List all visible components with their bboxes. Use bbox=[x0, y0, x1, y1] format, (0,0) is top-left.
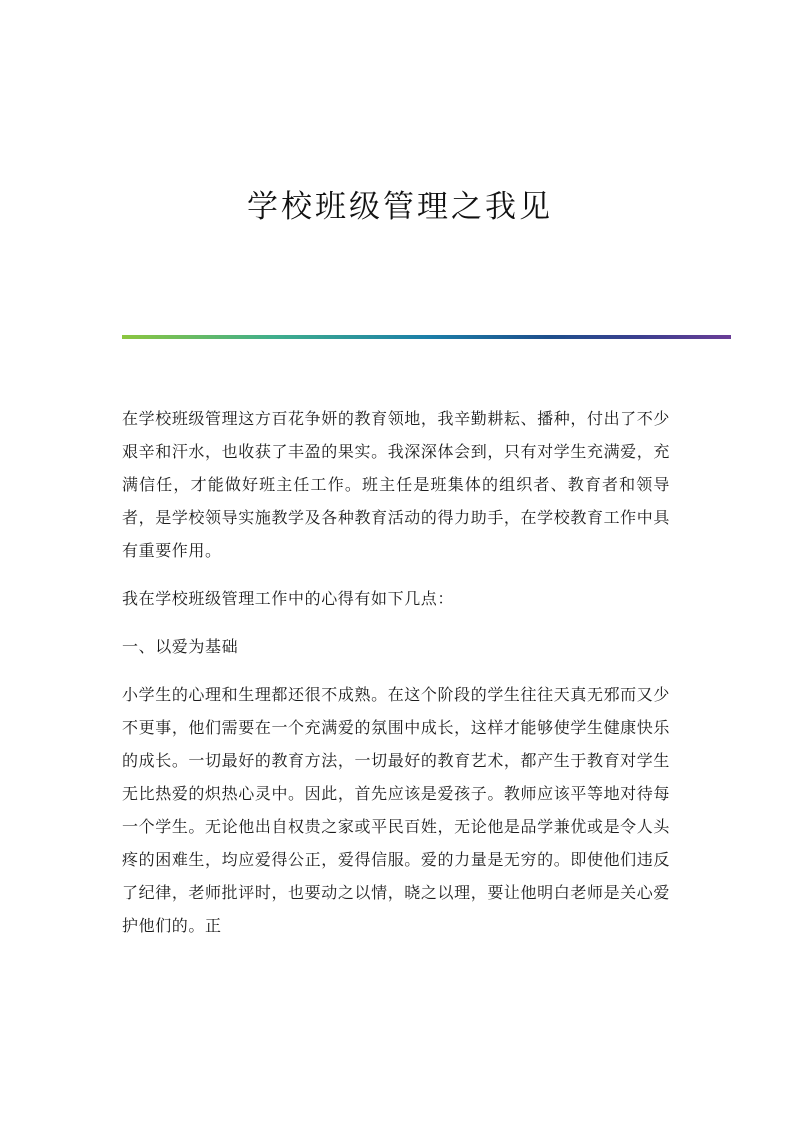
section-heading: 一、以爱为基础 bbox=[122, 637, 239, 656]
paragraph-summary: 我在学校班级管理工作中的心得有如下几点： bbox=[122, 589, 455, 608]
gradient-divider bbox=[122, 335, 731, 339]
document-body bbox=[122, 402, 670, 957]
paragraph-intro: 在学校班级管理这方百花争妍的教育领地，我辛勤耕耘、播种，付出了不少艰辛和汗水，也收获了丰盈的果实。我深深体会到，只有对学生充满爱，充满信任，才能做好班主任工作。班主任是班集体的组织者、教育者和领导者，是学校领导实施教学及各种教育活动的得力助手，在学校教育工作中具有重要作用。 bbox=[122, 409, 670, 560]
document-title: 学校班级管理之我见 bbox=[247, 189, 553, 225]
paragraph-section-one: 小学生的心理和生理都还很不成熟。在这个阶段的学生往往天真无邪而又少不更事，他们需要在一个充满爱的氛围中成长，这样才能够使学生健康快乐的成长。一切最好的教育方法，一切最好的教育艺术，都产生于教育对学生无比热爱的炽热心灵中。因此，首先应该是爱孩子。教师应该平等地对待每一个学生。无论他出自权贵之家或平民百姓，无论他是品学兼优或是令人头疼的困难生，均应爱得公正，爱得信服。爱的力量是无穷的。即使他们违反了纪律，老师批评时，也要动之以情，晓之以理，要让他明白老师是关心爱护他们的。正 bbox=[122, 685, 670, 935]
